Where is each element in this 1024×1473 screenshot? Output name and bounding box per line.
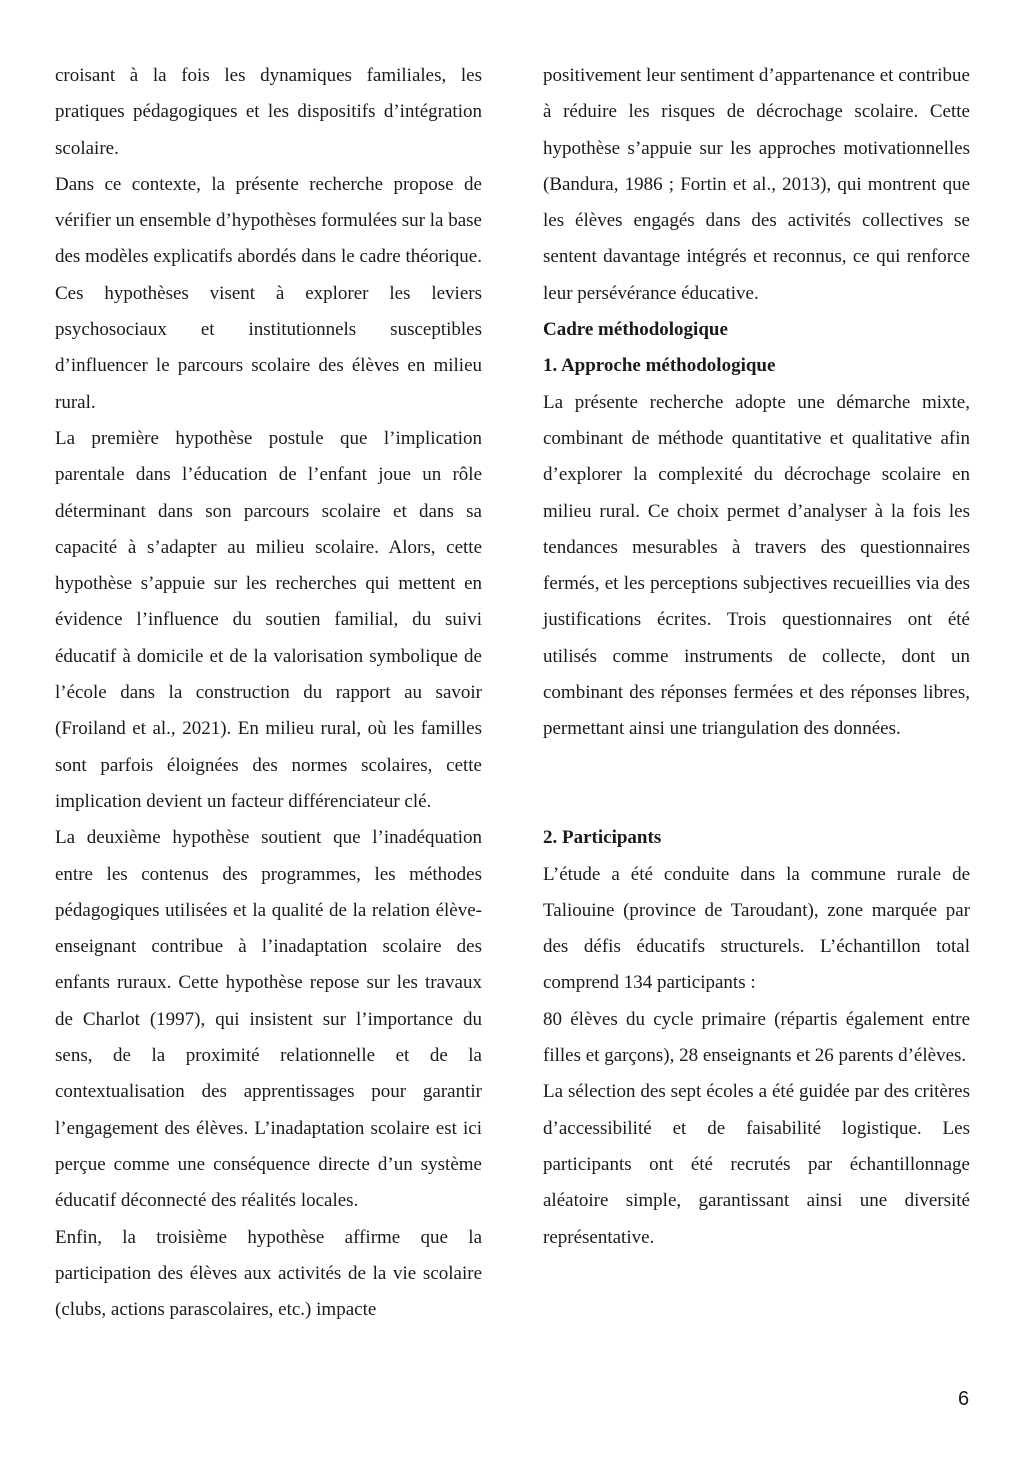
right-column [543, 58, 970, 1256]
paragraph-hypothesis-1: La première hypothèse postule que l’implication parentale dans l’éducation de l’enfant joue un rôle déterminant dans son parcours scolaire et dans sa capacité à s’adapter au milieu scolaire. Alors, cette hypothèse s’appuie sur les recherches qui mettent en évidence l’influence du soutien familial, du suivi éducatif à domicile et de la valorisation symbolique de l’école dans la construction du rapport au savoir (Froiland et al., 2021). En milieu rural, où les familles sont parfois éloignées des normes scolaires, cette implication devient un facteur différenciateur clé. [55, 427, 482, 812]
subheading-approach: 1. Approche méthodologique [543, 355, 776, 377]
paragraph-hypothesis-2: La deuxième hypothèse soutient que l’inadéquation entre les contenus des programmes, les méthodes pédagogiques utilisées et la qualité de la relation élève-enseignant contribue à l’inadaptation scolaire des enfants ruraux. Cette hypothèse repose sur les travaux de Charlot (1997), qui insistent sur l’importance du sens, de la proximité relationnelle et de la contextualisation des apprentissages pour garantir l’engagement des élèves. L’inadaptation scolaire est ici perçue comme une conséquence directe d’un système éducatif déconnecté des réalités locales. [55, 827, 482, 1212]
paragraph-study-site: L’étude a été conduite dans la commune rurale de Taliouine (province de Taroudant), zone marquée par des défis éducatifs structurels. L’échantillon total comprend 134 participants : [543, 863, 970, 994]
subheading-participants: 2. Participants [543, 827, 662, 849]
paragraph-intro-continuation: croisant à la fois les dynamiques familiales, les pratiques pédagogiques et les dispositifs d’intégration scolaire. [55, 65, 482, 159]
paragraph-hypothesis-3-continuation: positivement leur sentiment d’appartenance et contribue à réduire les risques de décrochage scolaire. Cette hypothèse s’appuie sur les approches motivationnelles (Bandura, 1986 ; Fortin et al., 2013), qui montrent que les élèves engagés dans des activités collectives se sentent davantage intégrés et reconnus, ce qui renforce leur persévérance éducative. [543, 65, 970, 304]
page-number: 6 [958, 1388, 970, 1410]
paragraph-sample-breakdown: 80 élèves du cycle primaire (répartis également entre filles et garçons), 28 enseignants et 26 parents d’élèves. [543, 1008, 970, 1067]
paragraph-context: Dans ce contexte, la présente recherche propose de vérifier un ensemble d’hypothèses formulées sur la base des modèles explicatifs abordés dans le cadre théorique. Ces hypothèses visent à explorer les leviers psychosociaux et institutionnels susceptibles d’influencer le parcours scolaire des élèves en milieu rural. [55, 173, 482, 413]
paragraph-hypothesis-3: Enfin, la troisième hypothèse affirme que la participation des élèves aux activités de la vie scolaire (clubs, actions parascolaires, etc.) impacte [55, 1226, 482, 1321]
paragraph-school-selection: La sélection des sept écoles a été guidée par des critères d’accessibilité et de faisabilité logistique. Les participants ont été recrutés par échantillonnage aléatoire simple, garantissant ainsi une diversité représentative. [543, 1081, 970, 1248]
left-column [55, 58, 482, 1328]
section-heading-methodology: Cadre méthodologique [543, 319, 728, 341]
paragraph-approach: La présente recherche adopte une démarche mixte, combinant de méthode quantitative et qualitative afin d’explorer la complexité du décrochage scolaire en milieu rural. Ce choix permet d’analyser à la fois les tendances mesurables à travers des questionnaires fermés, et les perceptions subjectives recueillies via des justifications écrites. Trois questionnaires ont été utilisés comme instruments de collecte, dont un combinant des réponses fermées et des réponses libres, permettant ainsi une triangulation des données. [543, 391, 970, 740]
vertical-spacer [543, 748, 970, 821]
